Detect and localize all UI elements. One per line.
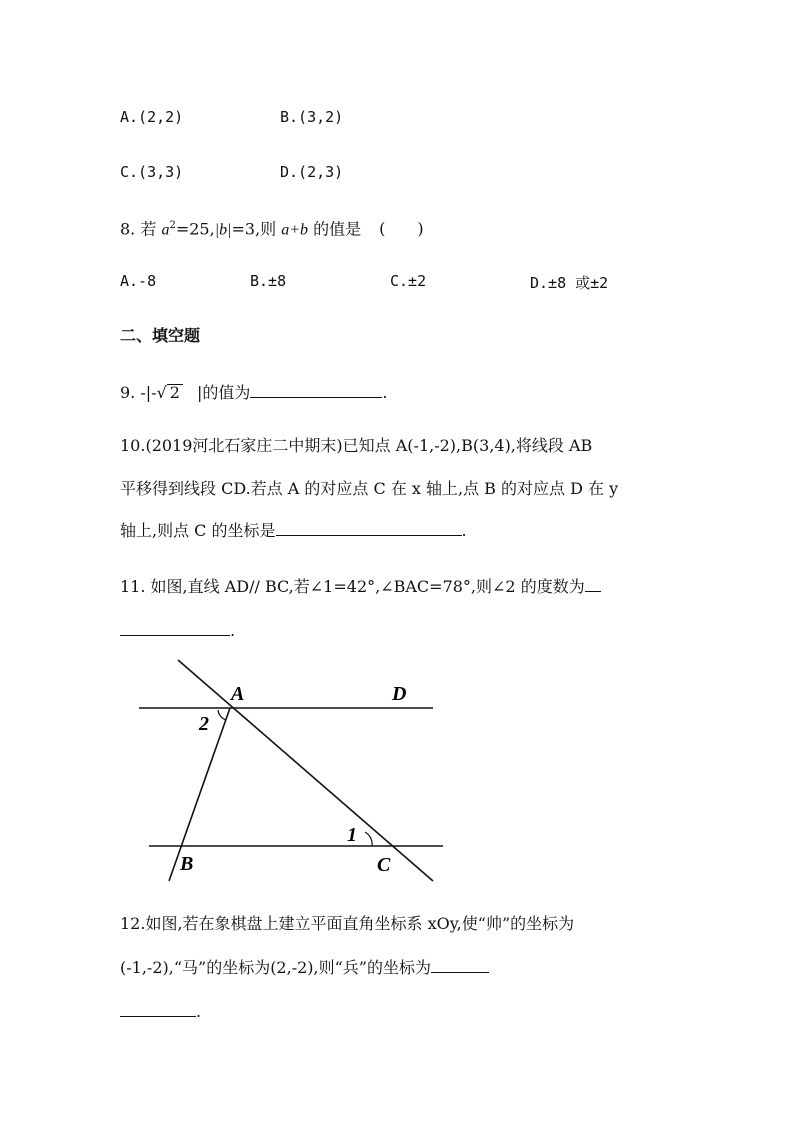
q8-number: 8. (120, 219, 136, 239)
q8-option-c: C.±2 (390, 272, 427, 290)
q11-line2 (120, 621, 235, 641)
q10-line2: 平移得到线段 CD.若点 A 的对应点 C 在 x 轴上,点 B 的对应点 D 在 y (120, 479, 619, 498)
q7-option-d: D.(2,3) (280, 163, 344, 181)
q10-line1: 10.(2019河北石家庄二中期末)已知点 A(-1,-2),B(3,4),将线段 AB (120, 436, 593, 455)
q10-end: . (461, 521, 467, 540)
sqrt-radical-icon: √ (156, 383, 167, 402)
angle-1-arc (365, 832, 372, 846)
q11-answer-blank[interactable] (120, 621, 230, 636)
q8-text-mid: =25, (175, 219, 215, 239)
q9-number: 9. (120, 383, 136, 402)
label-angle-2: 2 (199, 713, 209, 735)
q8-exponent: 2 (169, 220, 176, 231)
q8-abs-b: |b| (214, 221, 232, 239)
label-angle-1: 1 (347, 824, 357, 846)
q11-text: 11. 如图,直线 AD// BC,若∠1=42°,∠BAC=78°,则∠2 的度数为 (120, 577, 585, 596)
q11-answer-blank-start[interactable] (585, 577, 601, 592)
q12-line3 (120, 1002, 201, 1022)
q11-end: . (230, 621, 236, 640)
q7-option-a: A.(2,2) (120, 108, 184, 126)
q9-stem (120, 383, 387, 403)
q12-line2 (120, 958, 489, 978)
q9-answer-blank[interactable] (250, 383, 382, 398)
q9-radicand: 2 (167, 384, 183, 401)
q8-stem (120, 216, 424, 240)
q10-line3-text: 轴上,则点 C 的坐标是 (120, 521, 276, 540)
q8-text-post: 的值是 (308, 219, 362, 239)
q8-answer-paren: ( ) (379, 219, 424, 239)
q8-text: 若 (135, 219, 162, 239)
label-c: C (377, 854, 391, 876)
q10-line3 (120, 521, 467, 541)
q9-end: . (382, 383, 388, 402)
q9-pre: -|- (135, 383, 157, 402)
q12-line1: 12.如图,若在象棋盘上建立平面直角坐标系 xOy,使“帅”的坐标为 (120, 914, 575, 933)
q11-line1 (120, 577, 601, 597)
label-d: D (392, 683, 407, 705)
q7-option-c: C.(3,3) (120, 163, 184, 181)
q12-line2-text: (-1,-2),“马”的坐标为(2,-2),则“兵”的坐标为 (120, 958, 431, 977)
label-a: A (231, 683, 245, 705)
q12-end: . (196, 1002, 202, 1021)
q9-post: |的值为 (196, 383, 251, 402)
q10-answer-blank[interactable] (276, 521, 462, 536)
section-title: 二、填空题 (120, 326, 201, 345)
label-b: B (180, 853, 194, 875)
q12-answer-blank[interactable] (120, 1002, 196, 1017)
q8-expr: a+b (281, 221, 309, 239)
q8-var-a: a (161, 221, 170, 239)
q8-option-a: A.-8 (120, 272, 157, 290)
q8-text-mid2: =3,则 (231, 219, 282, 239)
q12-answer-blank-start[interactable] (431, 958, 489, 973)
parallel-lines-figure (120, 650, 450, 890)
q8-option-b: B.±8 (250, 272, 287, 290)
angle-2-arc (218, 710, 226, 720)
q7-option-b: B.(3,2) (280, 108, 344, 126)
q8-option-d: D.±8 或±2 (530, 274, 609, 292)
